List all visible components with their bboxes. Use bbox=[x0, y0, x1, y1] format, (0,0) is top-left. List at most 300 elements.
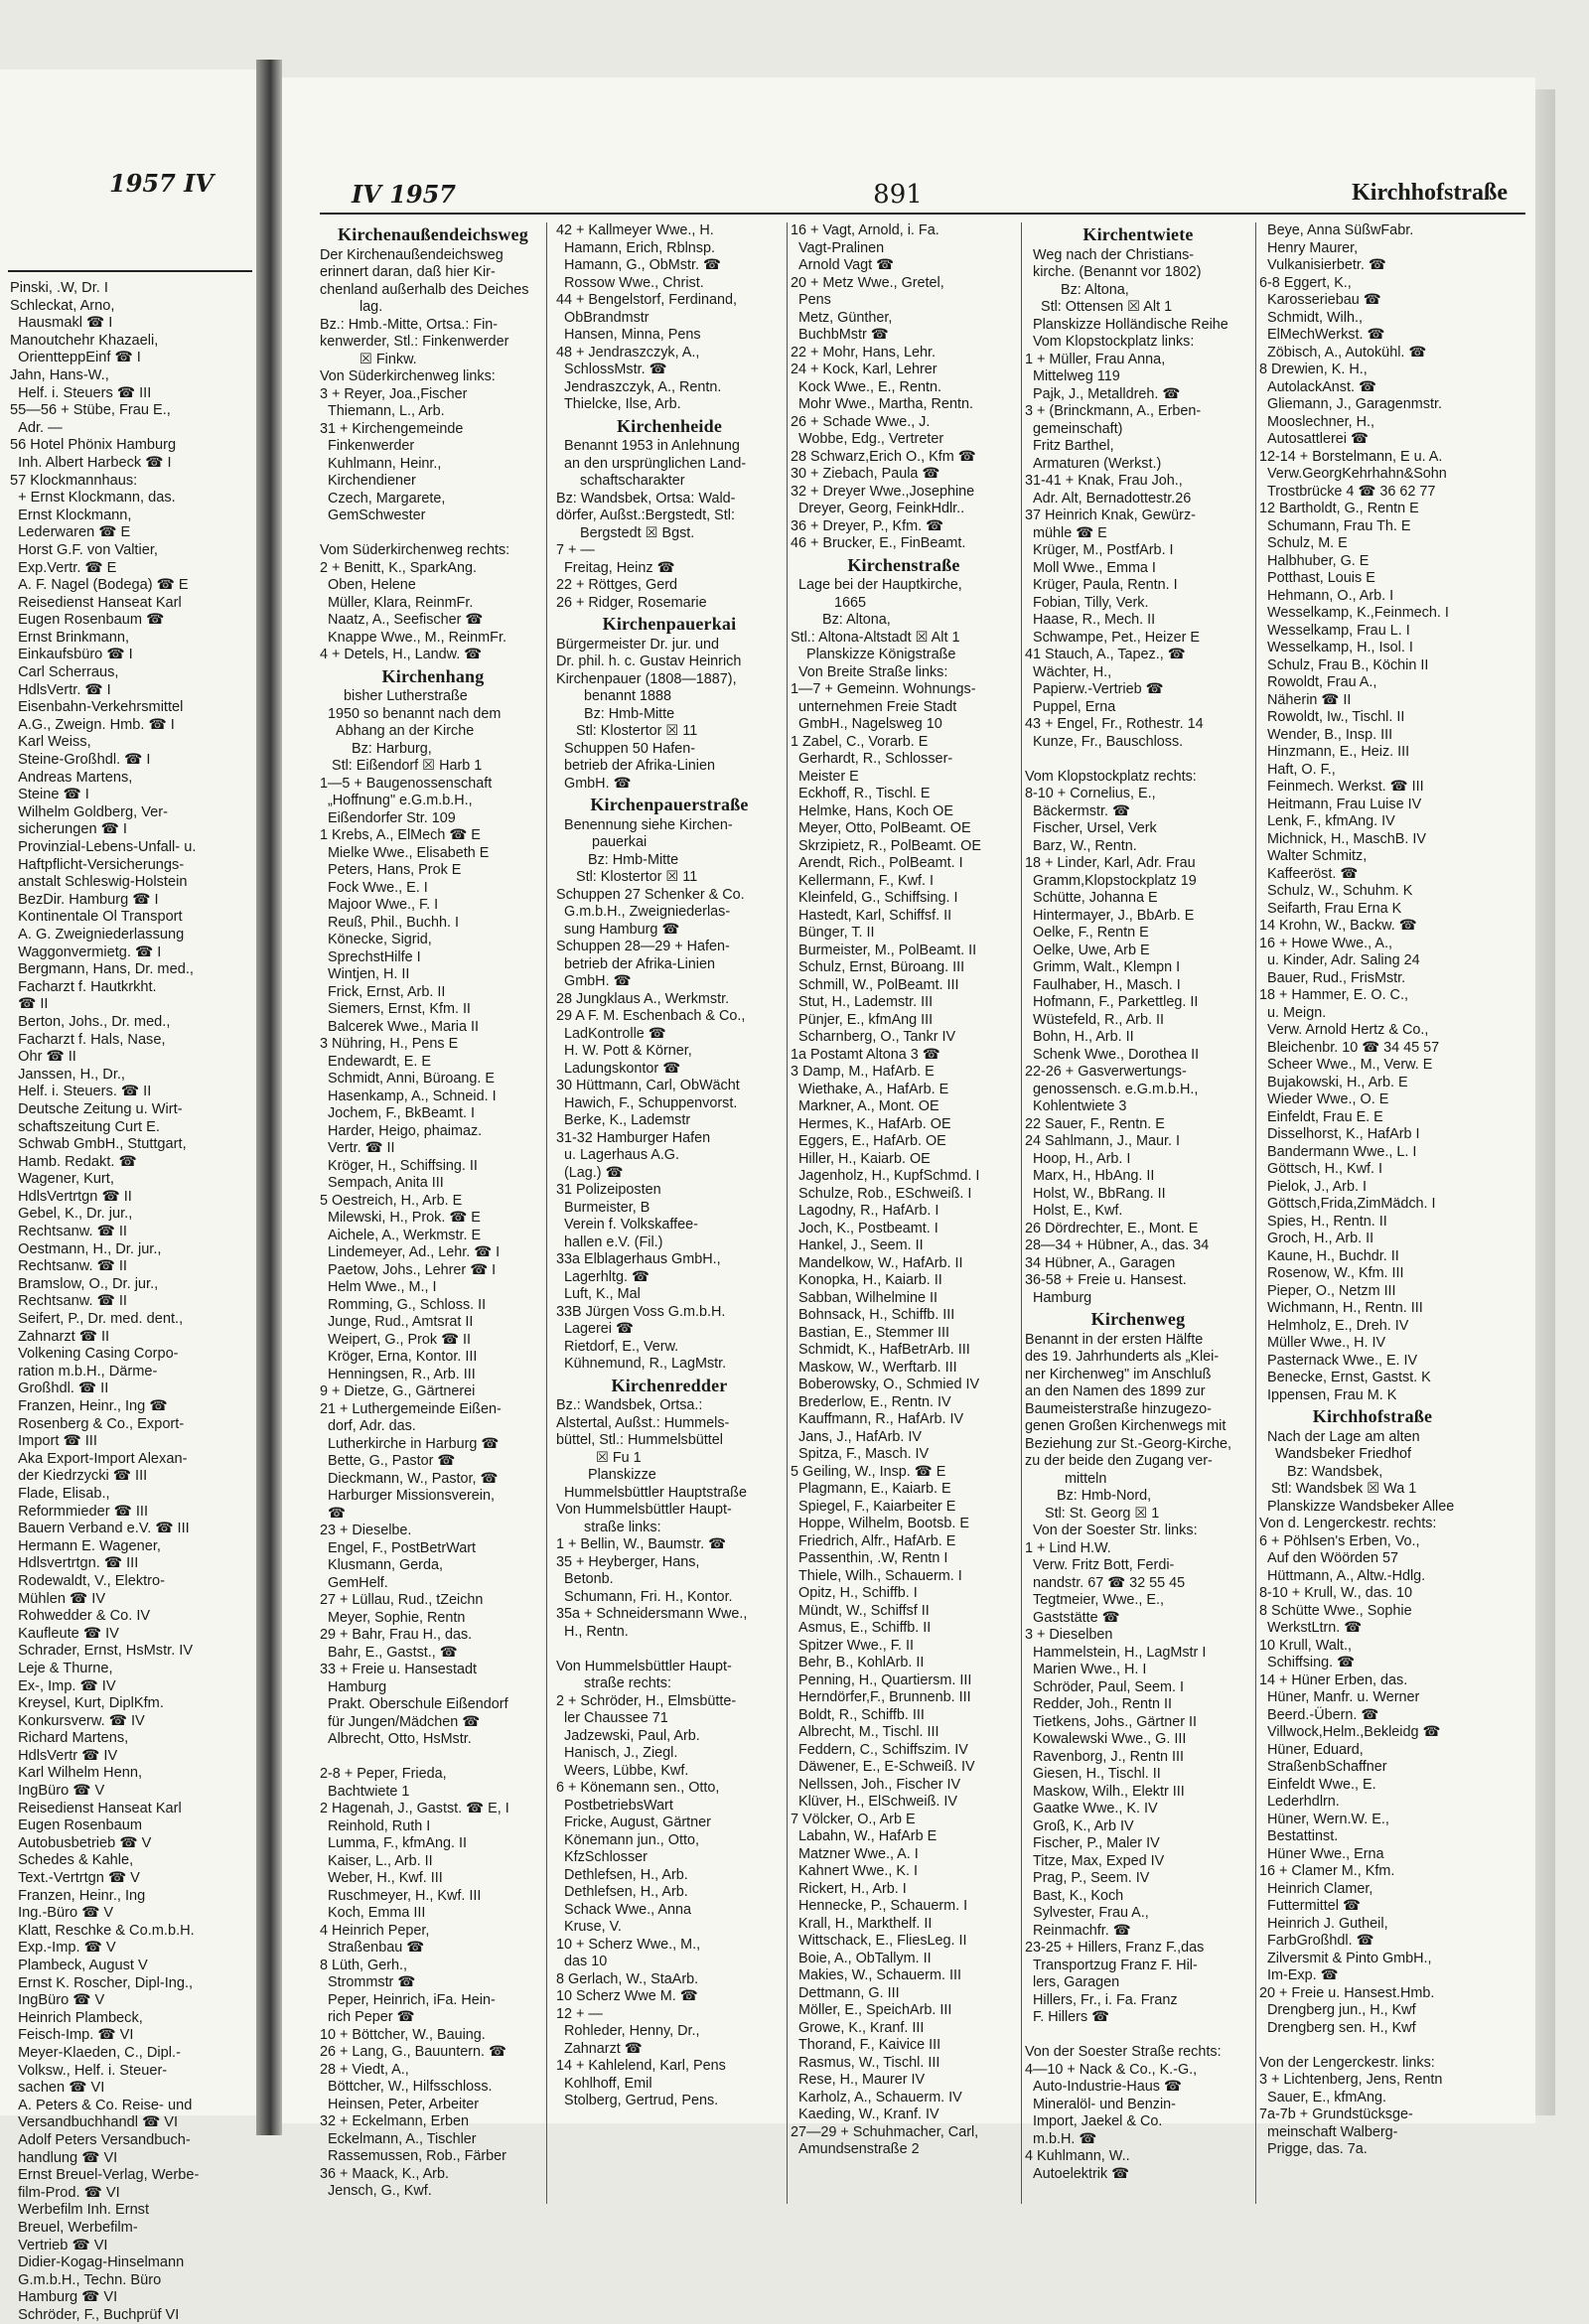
directory-line: Weers, Lübbe, Kwf. bbox=[556, 1762, 689, 1779]
directory-line: Wobbe, Edg., Vertreter bbox=[791, 431, 944, 447]
directory-line: Schedes & Kahle, bbox=[10, 1852, 134, 1869]
directory-line: Mooslechner, H., bbox=[1259, 413, 1374, 430]
directory-line: Bergmann, Hans, Dr. med., bbox=[10, 961, 194, 978]
directory-line: Ravenborg, J., Rentn III bbox=[1025, 1748, 1184, 1765]
directory-line: 21 + Luthergemeinde Eißen- bbox=[320, 1400, 502, 1417]
directory-line: Zahnarzt ☎ bbox=[556, 2040, 643, 2057]
directory-line: Bünger, T. II bbox=[791, 925, 875, 941]
directory-line: Dreyer, Georg, FeinkHdlr.. bbox=[791, 501, 965, 516]
directory-line: Wender, B., Insp. III bbox=[1259, 726, 1393, 743]
directory-line: Potthast, Louis E bbox=[1259, 570, 1375, 586]
directory-line: 4 Heinrich Peper, bbox=[320, 1922, 430, 1939]
directory-line: Göttsch, H., Kwf. I bbox=[1259, 1161, 1382, 1177]
directory-line: 44 + Bengelstorf, Ferdinand, bbox=[556, 292, 737, 308]
directory-line: ler Chaussee 71 bbox=[556, 1710, 668, 1726]
directory-line: Autobusbetrieb ☎ V bbox=[10, 1834, 152, 1851]
directory-line: Bz.: Hmb.-Mitte, Ortsa.: Fin- bbox=[320, 316, 499, 333]
directory-line: 8 Lüth, Gerh., bbox=[320, 1957, 407, 1973]
directory-line: Pünjer, E., kfmAng III bbox=[791, 1011, 934, 1028]
directory-line: Schütte, Johanna E bbox=[1025, 890, 1158, 906]
left-header-rule bbox=[8, 270, 252, 272]
directory-line: Stut, H., Lademstr. III bbox=[791, 994, 934, 1010]
directory-line: Wichmann, H., Rentn. III bbox=[1259, 1300, 1423, 1316]
directory-line: Romming, G., Schloss. II bbox=[320, 1296, 487, 1313]
directory-line: 31-32 Hamburger Hafen bbox=[556, 1129, 711, 1146]
directory-line: 2 + Schröder, H., Elmsbütte- bbox=[556, 1692, 737, 1709]
directory-line: Hamann, G., ObMstr. ☎ bbox=[556, 257, 721, 273]
directory-line: Makies, W., Schauerm. III bbox=[791, 1967, 961, 1983]
directory-line: Asmus, E., Schiffb. II bbox=[791, 1620, 932, 1636]
directory-line: nandstr. 67 ☎ 32 55 45 bbox=[1025, 1574, 1186, 1591]
directory-line: Hüner, Eduard, bbox=[1259, 1741, 1364, 1758]
directory-line: Scheer Wwe., M., Verw. E bbox=[1259, 1057, 1433, 1073]
directory-line: Bauer, Rud., FrisMstr. bbox=[1259, 969, 1406, 986]
directory-line: Albrecht, M., Tischl. III bbox=[791, 1724, 939, 1740]
directory-line: Vagt-Pralinen bbox=[791, 239, 885, 256]
directory-line: Haft, O. F., bbox=[1259, 761, 1336, 778]
directory-line: Wüstefeld, R., Arb. II bbox=[1025, 1011, 1164, 1028]
directory-line: Henry Maurer, bbox=[1259, 239, 1359, 256]
directory-line: F. Hillers ☎ bbox=[1025, 2009, 1110, 2025]
directory-line: Hammelstein, H., LagMstr I bbox=[1025, 1644, 1207, 1661]
directory-line: 36-58 + Freie u. Hansest. bbox=[1025, 1272, 1187, 1288]
directory-line: Stl.: Altona-Altstadt ☒ Alt 1 bbox=[791, 629, 960, 646]
directory-line: Kock Wwe., E., Rentn. bbox=[791, 378, 941, 395]
directory-line: Fock Wwe., E. I bbox=[320, 879, 428, 896]
directory-line: Adr. Alt, Bernadottestr.26 bbox=[1025, 490, 1192, 507]
directory-line: Reuß, Phil., Buchh. I bbox=[320, 914, 459, 931]
directory-line: Lederhdlrn. bbox=[1259, 1794, 1340, 1810]
directory-line: Schiffsing. ☎ bbox=[1259, 1655, 1356, 1670]
directory-line: Einfeldt, Frau E. E bbox=[1259, 1108, 1383, 1125]
directory-line: Bette, G., Pastor ☎ bbox=[320, 1453, 456, 1469]
directory-line: Rechtsanw. ☎ II bbox=[10, 1224, 127, 1240]
directory-line: Kirchendiener bbox=[320, 473, 416, 489]
directory-line: Weg nach der Christians- bbox=[1025, 246, 1195, 263]
directory-line: 7 + — bbox=[556, 542, 595, 558]
directory-line: Rechtsanw. ☎ II bbox=[10, 1293, 127, 1310]
directory-line: Lage bei der Hauptkirche, bbox=[791, 577, 962, 593]
directory-line: Hermes, K., HafArb. OE bbox=[791, 1115, 951, 1132]
directory-line: Pajk, J., Metalldreh. ☎ bbox=[1025, 385, 1181, 402]
directory-line: Ernst Klockmann, bbox=[10, 507, 132, 523]
directory-line: Transportzug Franz F. Hil- bbox=[1025, 1957, 1198, 1973]
directory-line: Kunze, Fr., Bauschloss. bbox=[1025, 733, 1184, 750]
directory-line: hallen e.V. (Fil.) bbox=[556, 1234, 663, 1250]
directory-line: benannt 1888 bbox=[556, 688, 672, 704]
directory-line: Burmeister, B bbox=[556, 1199, 650, 1216]
directory-line: Pinski, .W, Dr. I bbox=[10, 280, 108, 296]
directory-line: Versandbuchhandl ☎ VI bbox=[10, 2114, 179, 2131]
directory-line: kirche. (Benannt vor 1802) bbox=[1025, 264, 1202, 280]
directory-line: Oelke, F., Rentn E bbox=[1025, 925, 1149, 941]
directory-line: 8-10 + Cornelius, E., bbox=[1025, 786, 1156, 801]
directory-line: Rassemussen, Rob., Färber bbox=[320, 2148, 506, 2164]
directory-line: Harder, Heigo, phaimaz. bbox=[320, 1122, 483, 1139]
directory-line: gemeinschaft) bbox=[1025, 420, 1123, 437]
directory-line: Kuhlmann, Heinr., bbox=[320, 455, 442, 472]
directory-line: Schröder, F., Buchprüf VI bbox=[10, 2306, 180, 2323]
directory-line: Bastian, E., Stemmer III bbox=[791, 1324, 949, 1341]
directory-line: Tietkens, Johs., Gärtner II bbox=[1025, 1713, 1198, 1730]
directory-line: Exp.-Imp. ☎ V bbox=[10, 1940, 116, 1957]
directory-line: Penning, H., Quartiersm. III bbox=[791, 1671, 972, 1688]
directory-line: Dethlefsen, H., Arb. bbox=[556, 1884, 688, 1900]
directory-line: 27—29 + Schuhmacher, Carl, bbox=[791, 2123, 979, 2140]
directory-line: schaftscharakter bbox=[556, 473, 685, 489]
directory-line: Lagodny, R., HafArb. I bbox=[791, 1203, 939, 1219]
directory-line: H., Rentn. bbox=[556, 1623, 629, 1640]
directory-line: Beye, Anna SüßwFabr. bbox=[1259, 222, 1414, 238]
directory-line: 56 Hotel Phönix Hamburg bbox=[10, 437, 177, 454]
directory-line: m.b.H. ☎ bbox=[1025, 2130, 1097, 2147]
directory-line: Bestattinst. bbox=[1259, 1828, 1339, 1844]
directory-line: Fricke, August, Gärtner bbox=[556, 1815, 711, 1830]
directory-line: Knappe Wwe., M., ReinmFr. bbox=[320, 629, 506, 646]
column-1 bbox=[320, 222, 547, 2204]
directory-line: das 10 bbox=[556, 1954, 608, 1969]
directory-line: 10 + Scherz Wwe., M., bbox=[556, 1936, 701, 1953]
directory-line: 16 + Howe Wwe., A., bbox=[1259, 935, 1392, 951]
directory-line: Zilversmit & Pinto GmbH., bbox=[1259, 1950, 1432, 1966]
directory-line: Hoppe, Wilhelm, Bootsb. E bbox=[791, 1516, 969, 1531]
directory-line: 10 + Böttcher, W., Bauing. bbox=[320, 2026, 486, 2043]
directory-line: Schulz, W., Schuhm. K bbox=[1259, 883, 1413, 899]
directory-line: Jensch, G., Kwf. bbox=[320, 2183, 432, 2199]
directory-line: Henningsen, R., Arb. III bbox=[320, 1366, 476, 1382]
directory-line: Fischer, Ursel, Verk bbox=[1025, 820, 1157, 836]
directory-line: Plambeck, August V bbox=[10, 1958, 148, 1973]
directory-line: Siemers, Ernst, Kfm. II bbox=[320, 1001, 471, 1017]
directory-line: StraßenbSchaffner bbox=[1259, 1759, 1387, 1775]
directory-line: Seifert, P., Dr. med. dent., bbox=[10, 1311, 184, 1328]
directory-line: Facharzt f. Hals, Nase, bbox=[10, 1031, 166, 1048]
directory-line: Lederwaren ☎ E bbox=[10, 524, 131, 541]
right-page bbox=[282, 77, 1535, 2199]
directory-line: Wandsbeker Friedhof bbox=[1259, 1446, 1412, 1462]
directory-line: Hastedt, Karl, Schiffsf. II bbox=[791, 907, 952, 924]
directory-line: Müller, Klara, ReinmFr. bbox=[320, 594, 474, 611]
directory-line: Sabban, Wilhelmine II bbox=[791, 1289, 938, 1306]
directory-line: 22-26 + Gasverwertungs- bbox=[1025, 1064, 1187, 1080]
directory-line: BezDir. Hamburg ☎ I bbox=[10, 891, 159, 908]
directory-line: 30 + Ziebach, Paula ☎ bbox=[791, 466, 940, 482]
directory-line: Walter Schmitz, bbox=[1259, 848, 1368, 864]
directory-line: u. Meign. bbox=[1259, 1004, 1327, 1021]
directory-line: Haase, R., Mech. II bbox=[1025, 612, 1156, 628]
directory-line: Moll Wwe., Emma I bbox=[1025, 559, 1156, 576]
directory-line: Karl Wilhelm Henn, bbox=[10, 1765, 143, 1782]
directory-line: Exp.Vertr. ☎ E bbox=[10, 559, 117, 576]
directory-line: Pasternack Wwe., E. IV bbox=[1259, 1352, 1418, 1369]
directory-line: Von der Soester Str. links: bbox=[1025, 1523, 1198, 1538]
directory-line: Kirchenpauer (1808—1887), bbox=[556, 670, 737, 687]
directory-line: Fobian, Tilly, Verk. bbox=[1025, 594, 1149, 611]
directory-line: Autosattlerei ☎ bbox=[1259, 431, 1369, 447]
directory-line: 1665 bbox=[791, 594, 866, 611]
directory-line: Hennecke, P., Schauerm. I bbox=[791, 1898, 968, 1914]
street-heading: Kirchenstraße bbox=[847, 554, 960, 575]
directory-line: Text.-Vertrtgn ☎ V bbox=[10, 1870, 140, 1887]
directory-line: Planskizze Holländische Reihe bbox=[1025, 316, 1228, 333]
directory-line: Karholz, A., Schauerm. IV bbox=[791, 2089, 962, 2106]
directory-line: Von d. Lengerckestr. rechts: bbox=[1259, 1516, 1437, 1531]
directory-line: Kühnemund, R., LagMstr. bbox=[556, 1356, 727, 1372]
directory-line: sicherungen ☎ I bbox=[10, 821, 127, 838]
directory-line: Kontinentale Ol Transport bbox=[10, 909, 183, 926]
directory-line: GmbH. ☎ bbox=[556, 775, 632, 792]
directory-line: 28 Schwarz,Erich O., Kfm ☎ bbox=[791, 448, 976, 465]
directory-line: Dieckmann, W., Pastor, ☎ bbox=[320, 1470, 499, 1487]
directory-line: Meyer, Sophie, Rentn bbox=[320, 1609, 466, 1626]
directory-line: Kreysel, Kurt, DiplKfm. bbox=[10, 1695, 164, 1712]
directory-line: Oben, Helene bbox=[320, 577, 416, 593]
directory-line: chenland außerhalb des Deiches bbox=[320, 281, 529, 298]
directory-line: Von der Lengerckestr. links: bbox=[1259, 2054, 1435, 2071]
directory-line: Oelke, Uwe, Arb E bbox=[1025, 942, 1150, 958]
directory-line: 10 Krull, Walt., bbox=[1259, 1637, 1353, 1654]
directory-line: Vulkanisierbetr. ☎ bbox=[1259, 257, 1386, 273]
directory-line: Hamburg bbox=[320, 1678, 387, 1695]
directory-line: 26 + Schade Wwe., J. bbox=[791, 413, 931, 430]
directory-line: Vom Süderkirchenweg rechts: bbox=[320, 542, 510, 558]
directory-line: Hermann E. Wagener, bbox=[10, 1537, 161, 1554]
directory-line: Ex-, Imp. ☎ IV bbox=[10, 1677, 116, 1694]
directory-line: Bramslow, O., Dr. jur., bbox=[10, 1275, 159, 1292]
column-divider bbox=[1255, 222, 1256, 2204]
directory-line: Labahn, W., HafArb E bbox=[791, 1828, 938, 1844]
directory-line: 36 + Maack, K., Arb. bbox=[320, 2165, 449, 2182]
directory-line: GemSchwester bbox=[320, 508, 426, 523]
directory-line: HdlsVertr ☎ IV bbox=[10, 1747, 118, 1764]
directory-line: Import, Jaekel & Co. bbox=[1025, 2113, 1163, 2129]
directory-line: Jadzewski, Paul, Arb. bbox=[556, 1727, 700, 1744]
directory-line: Schmidt, Wilh., bbox=[1259, 309, 1363, 326]
directory-line: Ernst Brinkmann, bbox=[10, 629, 130, 646]
directory-line: Hiller, H., Kaiarb. OE bbox=[791, 1150, 931, 1167]
directory-line: Faulhaber, H., Masch. I bbox=[1025, 976, 1181, 993]
directory-line: 24 Sahlmann, J., Maur. I bbox=[1025, 1133, 1180, 1149]
directory-line: Schulz, Ernst, Büroang. III bbox=[791, 959, 965, 975]
directory-line: Straßenbau ☎ bbox=[320, 1940, 425, 1956]
directory-line: genossensch. e.G.m.b.H., bbox=[1025, 1081, 1199, 1097]
directory-line: Rese, H., Maurer IV bbox=[791, 2072, 926, 2088]
directory-line: Ernst Breuel-Verlag, Werbe- bbox=[10, 2167, 200, 2184]
directory-line: 3 + Reyer, Joa.,Fischer bbox=[320, 385, 468, 402]
directory-line: Opitz, H., Schiffb. I bbox=[791, 1585, 918, 1601]
directory-line bbox=[556, 1641, 783, 1659]
directory-line: Stl: St. Georg ☒ 1 bbox=[1025, 1505, 1160, 1522]
directory-line: Markner, A., Mont. OE bbox=[791, 1098, 939, 1114]
directory-line: Zahnarzt ☎ II bbox=[10, 1328, 110, 1345]
directory-line: Paetow, Johs., Lehrer ☎ I bbox=[320, 1261, 497, 1278]
directory-line: Bz: Harburg, bbox=[320, 740, 432, 757]
page-number: 891 bbox=[873, 180, 923, 210]
directory-line: Holst, E., Kwf. bbox=[1025, 1203, 1123, 1219]
directory-line: Carl Scherraus, bbox=[10, 664, 119, 681]
directory-line: 4 + Detels, H., Landw. ☎ bbox=[320, 647, 483, 662]
directory-line: Helm Wwe., M., I bbox=[320, 1279, 437, 1295]
directory-line: Wesselkamp, H., Isol. I bbox=[1259, 640, 1413, 655]
directory-line: Behr, B., KohlArb. II bbox=[791, 1655, 925, 1670]
directory-line: Reinhold, Ruth I bbox=[320, 1817, 431, 1834]
directory-line: Kleinfeld, G., Schiffsing. I bbox=[791, 890, 958, 906]
directory-line: an den Namen des 1899 zur bbox=[1025, 1383, 1206, 1399]
directory-line: kenwerder, Stl.: Finkenwerder bbox=[320, 334, 509, 350]
directory-line: 28 + Viedt, A., bbox=[320, 2061, 409, 2078]
directory-line: Rowoldt, Iw., Tischl. II bbox=[1259, 709, 1405, 725]
directory-line: Hüner Wwe., Erna bbox=[1259, 1845, 1384, 1862]
directory-line: AutolackAnst. ☎ bbox=[1259, 378, 1376, 395]
directory-line: Schwampe, Pet., Heizer E bbox=[1025, 629, 1200, 646]
directory-line: Koch, Emma III bbox=[320, 1905, 426, 1921]
directory-line: Von Hummelsbüttler Haupt- bbox=[556, 1502, 732, 1518]
directory-line: Hdlsvertrtgn. ☎ III bbox=[10, 1555, 139, 1572]
directory-line: 5 Geiling, W., Insp. ☎ E bbox=[791, 1463, 946, 1480]
directory-line: Gliemann, J., Garagenmstr. bbox=[1259, 396, 1442, 412]
directory-line: Kaeding, W., Kranf. IV bbox=[791, 2106, 939, 2122]
directory-line: 33B Jürgen Voss G.m.b.H. bbox=[556, 1303, 726, 1320]
directory-line: Amundsenstraße 2 bbox=[791, 2141, 920, 2157]
directory-line: Steine ☎ I bbox=[10, 787, 89, 803]
directory-line: 6-8 Eggert, K., bbox=[1259, 274, 1352, 291]
directory-line: Skrzipietz, R., PolBeamt. OE bbox=[791, 837, 981, 854]
directory-line: Ladungskontor ☎ bbox=[556, 1060, 681, 1077]
directory-line: Franzen, Heinr., Ing ☎ bbox=[10, 1398, 168, 1414]
directory-line: 37 Heinrich Knak, Gewürz- bbox=[1025, 508, 1196, 523]
directory-line: 1 + Müller, Frau Anna, bbox=[1025, 351, 1166, 367]
directory-line: Boberowsky, O., Schmied IV bbox=[791, 1377, 980, 1392]
column-2 bbox=[556, 222, 783, 2110]
directory-line: Bast, K., Koch bbox=[1025, 1887, 1124, 1904]
directory-line: Inh. Albert Harbeck ☎ I bbox=[10, 454, 172, 471]
directory-line: Wintjen, H. II bbox=[320, 966, 410, 982]
directory-line: Mandelkow, W., HafArb. II bbox=[791, 1254, 963, 1271]
directory-line: Balcerek Wwe., Maria II bbox=[320, 1018, 479, 1035]
directory-line: Näherin ☎ II bbox=[1259, 691, 1352, 708]
directory-line: 2 Hagenah, J., Gastst. ☎ E, I bbox=[320, 1801, 509, 1816]
directory-line: Göttsch,Frida,ZimMädch. I bbox=[1259, 1196, 1436, 1212]
directory-line: KfzSchlosser bbox=[556, 1849, 648, 1865]
street-heading: Kirchentwiete bbox=[1083, 224, 1194, 244]
directory-line: 22 Sauer, F., Rentn. E bbox=[1025, 1115, 1165, 1132]
directory-line: Bohn, H., Arb. II bbox=[1025, 1029, 1134, 1045]
directory-line: 26 Dördrechter, E., Mont. E bbox=[1025, 1220, 1199, 1236]
directory-line: Helmke, Hans, Koch OE bbox=[791, 802, 953, 819]
directory-line: 48 + Jendraszczyk, A., bbox=[556, 344, 700, 361]
directory-line: Hintermayer, J., BbArb. E bbox=[1025, 907, 1195, 924]
directory-line: Jagenholz, H., KupfSchmd. I bbox=[791, 1168, 980, 1184]
directory-line: Hawich, F., Schuppenvorst. bbox=[556, 1094, 738, 1111]
directory-line: Vertr. ☎ II bbox=[320, 1140, 395, 1156]
directory-line: Bleichenbr. 10 ☎ 34 45 57 bbox=[1259, 1039, 1440, 1056]
directory-line: Pens bbox=[791, 292, 831, 308]
directory-line: Gaststätte ☎ bbox=[1025, 1609, 1120, 1626]
directory-line: 3 + Dieselben bbox=[1025, 1627, 1113, 1643]
directory-line: dörfer, Außst.:Bergstedt, Stl: bbox=[556, 508, 735, 523]
directory-line: Helf. i. Steuers. ☎ II bbox=[10, 1084, 152, 1100]
directory-line: Berke, K., Lademstr bbox=[556, 1112, 691, 1128]
directory-line bbox=[1025, 2027, 1251, 2045]
directory-line: Hillers, Fr., i. Fa. Franz bbox=[1025, 1991, 1178, 2008]
directory-line: Bz: Hmb-Mitte bbox=[556, 851, 679, 868]
directory-line: Bz.: Wandsbek, Ortsa.: bbox=[556, 1397, 703, 1413]
directory-line: Krüger, M., PostfArb. I bbox=[1025, 542, 1174, 558]
directory-line: Nellssen, Joh., Fischer IV bbox=[791, 1776, 961, 1793]
directory-line: Prag, P., Seem. IV bbox=[1025, 1870, 1150, 1886]
directory-line: ☎ bbox=[320, 1505, 346, 1522]
directory-line: Hamann, Erich, Rblnsp. bbox=[556, 239, 715, 256]
directory-line: A.G., Zweign. Hmb. ☎ I bbox=[10, 716, 175, 733]
directory-line: 3 Nühring, H., Pens E bbox=[320, 1036, 459, 1052]
directory-line: Seifarth, Frau Erna K bbox=[1259, 900, 1402, 917]
street-heading: Kirchenpauerkai bbox=[602, 614, 737, 634]
directory-line: Holst, W., BbRang. II bbox=[1025, 1185, 1166, 1202]
directory-line: straße links: bbox=[556, 1519, 661, 1535]
directory-line: Bz: Altona, bbox=[791, 612, 891, 628]
directory-line: Von der Soester Straße rechts: bbox=[1025, 2044, 1222, 2060]
directory-line: 46 + Brucker, E., FinBeamt. bbox=[791, 535, 966, 551]
directory-line: Stl: Ottensen ☒ Alt 1 bbox=[1025, 299, 1173, 315]
directory-line: betrieb der Afrika-Linien bbox=[556, 758, 715, 774]
directory-line: Beerd.-Übern. ☎ bbox=[1259, 1706, 1379, 1723]
directory-line: Wittschack, E., FliesLeg. II bbox=[791, 1933, 967, 1949]
directory-line: Disselhorst, K., HafArb I bbox=[1259, 1126, 1420, 1142]
directory-line: Kellermann, F., Kwf. I bbox=[791, 872, 934, 889]
directory-line: Michnick, H., MaschB. IV bbox=[1259, 830, 1426, 847]
directory-line: Konopka, H., Kaiarb. II bbox=[791, 1272, 942, 1288]
directory-line: Eißendorfer Str. 109 bbox=[320, 809, 456, 826]
directory-line: 28—34 + Hübner, A., das. 34 bbox=[1025, 1237, 1210, 1253]
directory-line: Auf den Wöörden 57 bbox=[1259, 1550, 1399, 1566]
directory-line: Waggonvermietg. ☎ I bbox=[10, 944, 162, 960]
directory-line: Flade, Elisab., bbox=[10, 1485, 110, 1502]
directory-line: 8 Schütte Wwe., Sophie bbox=[1259, 1602, 1412, 1619]
directory-line: Mineralöl- und Benzin- bbox=[1025, 2096, 1176, 2112]
directory-line: IngBüro ☎ V bbox=[10, 1992, 105, 2009]
directory-line: Sauer, E., kfmAng. bbox=[1259, 2089, 1386, 2106]
directory-line: Schumann, Frau Th. E bbox=[1259, 517, 1411, 534]
directory-line: Meyer, Otto, PolBeamt. OE bbox=[791, 820, 971, 836]
directory-line: Der Kirchenaußendeichsweg bbox=[320, 246, 504, 263]
directory-line: Von Hummelsbüttler Haupt- bbox=[556, 1658, 732, 1674]
directory-line: Giesen, H., Tischl. II bbox=[1025, 1766, 1161, 1782]
directory-line: Vom Klopstockplatz rechts: bbox=[1025, 768, 1197, 785]
directory-line: Ernst K. Roscher, Dipl-Ing., bbox=[10, 1974, 194, 1991]
directory-line: 1 Zabel, C., Vorarb. E bbox=[791, 733, 929, 750]
directory-line: u. Lagerhaus A.G. bbox=[556, 1147, 680, 1163]
directory-line: Fischer, P., Maler IV bbox=[1025, 1835, 1160, 1851]
directory-line: Villwock,Helm.,Bekleidg ☎ bbox=[1259, 1724, 1441, 1740]
directory-line: 26 + Lang, G., Bauuntern. ☎ bbox=[320, 2044, 506, 2060]
directory-line: Jochem, F., BkBeamt. I bbox=[320, 1105, 475, 1121]
directory-line: 14 Krohn, W., Backw. ☎ bbox=[1259, 918, 1417, 934]
directory-line: Kaufleute ☎ IV bbox=[10, 1625, 119, 1642]
directory-line: zu der beide den Zugang ver- bbox=[1025, 1453, 1213, 1469]
directory-line: Verw. Fritz Bott, Ferdi- bbox=[1025, 1557, 1175, 1573]
directory-line: Arnold Vagt ☎ bbox=[791, 257, 895, 273]
directory-line: 1 Krebs, A., ElMech ☎ E bbox=[320, 827, 481, 843]
directory-line: Arendt, Rich., PolBeamt. I bbox=[791, 855, 963, 871]
directory-line: Rasmus, W., Tischl. III bbox=[791, 2054, 940, 2071]
header-rule bbox=[320, 213, 1525, 215]
directory-line: Wächter, H., bbox=[1025, 663, 1112, 680]
directory-line: Kaffeeröst. ☎ bbox=[1259, 865, 1359, 882]
directory-line: (Lag.) ☎ bbox=[556, 1164, 624, 1181]
directory-line: Beziehung zur St.-Georg-Kirche, bbox=[1025, 1435, 1231, 1452]
street-heading: Kirchenhang bbox=[381, 665, 485, 686]
directory-line: 31-41 + Knak, Frau Joh., bbox=[1025, 473, 1183, 489]
